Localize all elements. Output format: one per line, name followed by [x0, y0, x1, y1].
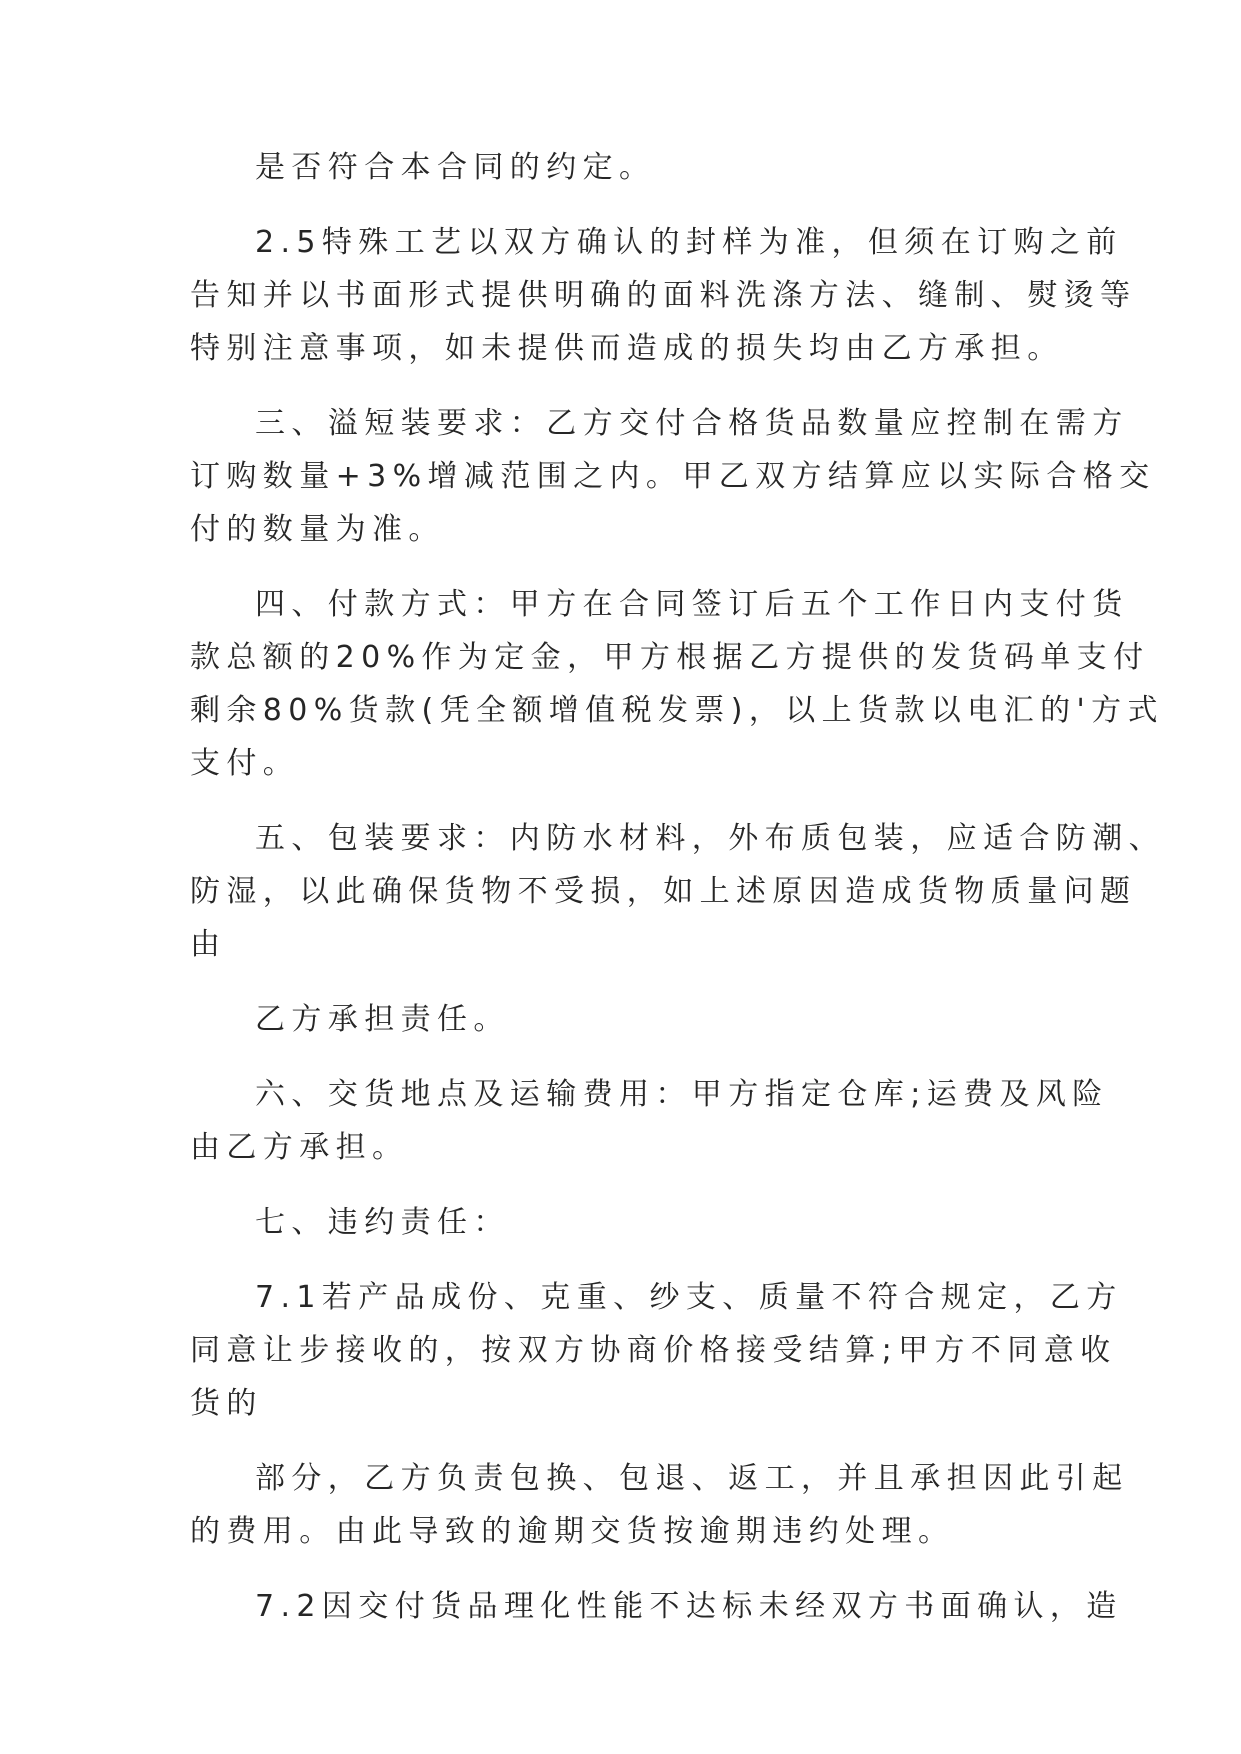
- text-line: 款总额的20%作为定金，甲方根据乙方提供的发货码单支付: [190, 640, 1150, 675]
- text-line: 是否符合本合同的约定。: [255, 150, 656, 185]
- text-line: 部分，乙方负责包换、包退、返工，并且承担因此引起: [255, 1461, 1129, 1496]
- text-line: 三、溢短装要求：乙方交付合格货品数量应控制在需方: [255, 406, 1129, 441]
- text-line: 2.5特殊工艺以双方确认的封样为准，但须在订购之前: [255, 225, 1123, 260]
- text-line: 告知并以书面形式提供明确的面料洗涤方法、缝制、熨烫等: [190, 278, 1137, 313]
- text-line: 的费用。由此导致的逾期交货按逾期违约处理。: [190, 1514, 955, 1549]
- text-line: 七、违约责任：: [255, 1205, 510, 1240]
- text-line: 由乙方承担。: [190, 1130, 409, 1165]
- text-line: 防湿，以此确保货物不受损，如上述原因造成货物质量问题: [190, 874, 1137, 909]
- text-line: 7.1若产品成份、克重、纱支、质量不符合规定，乙方: [255, 1280, 1123, 1315]
- text-line: 付的数量为准。: [190, 512, 445, 547]
- text-line: 同意让步接收的，按双方协商价格接受结算;甲方不同意收: [190, 1333, 1117, 1368]
- text-line: 五、包装要求：内防水材料，外布质包装，应适合防潮、: [255, 821, 1165, 856]
- text-line: 剩余80%货款(凭全额增值税发票)，以上货款以电汇的'方式: [190, 693, 1164, 728]
- text-line: 由: [190, 927, 227, 962]
- text-line: 支付。: [190, 746, 300, 781]
- text-line: 四、付款方式：甲方在合同签订后五个工作日内支付货: [255, 587, 1129, 622]
- text-line: 特别注意事项，如未提供而造成的损失均由乙方承担。: [190, 331, 1064, 366]
- text-line: 六、交货地点及运输费用：甲方指定仓库;运费及风险: [255, 1077, 1109, 1112]
- text-line: 货的: [190, 1386, 263, 1421]
- text-line: 订购数量+3%增减范围之内。甲乙双方结算应以实际合格交: [190, 459, 1156, 494]
- text-line: 7.2因交付货品理化性能不达标未经双方书面确认，造: [255, 1589, 1123, 1624]
- text-line: 乙方承担责任。: [255, 1002, 510, 1037]
